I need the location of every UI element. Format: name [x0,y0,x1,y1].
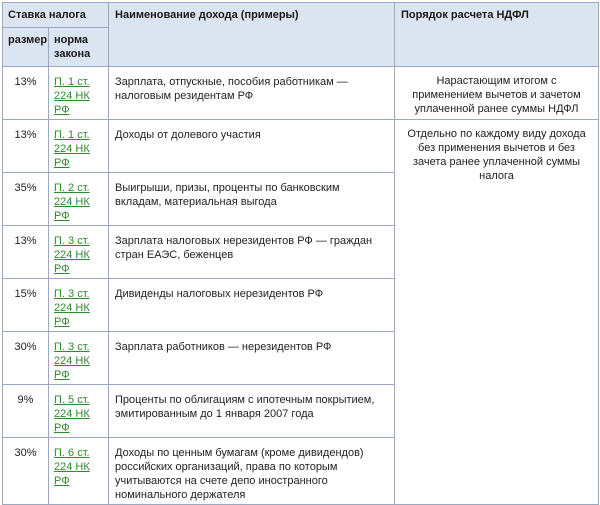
rate-size: 35% [3,173,49,226]
law-norm-link[interactable]: П. 3 ст. 224 НК РФ [54,341,90,381]
calc-order-cumulative-text: Нарастающим итогом с применением вычетов и зачетом уплаченной ранее суммы НДФЛ [412,75,581,115]
law-norm-link[interactable]: П. 6 ст. 224 НК РФ [54,447,90,487]
law-norm-cell [49,120,109,173]
calc-order-separate-text: Отдельно по каждому виду дохода без применения вычетов и без зачета ранее уплаченной суммы налога [407,128,586,182]
income-name: Выигрыши, призы, проценты по банковским вкладам, материальная выгода [109,173,395,226]
income-name: Дивиденды налоговых нерезидентов РФ [109,279,395,332]
law-norm-link[interactable]: П. 1 ст. 224 НК РФ [54,129,90,169]
rate-size: 30% [3,332,49,385]
law-norm-cell [49,67,109,120]
header-row-top [3,3,599,28]
law-norm-cell [49,279,109,332]
law-norm-cell [49,438,109,505]
income-name: Проценты по облигациям с ипотечным покрытием, эмитированным до 1 января 2007 года [109,385,395,438]
header-rate: Ставка налога [3,3,109,28]
law-norm-link[interactable]: П. 1 ст. 224 НК РФ [54,76,90,116]
law-norm-cell [49,332,109,385]
law-norm-link[interactable]: П. 3 ст. 224 НК РФ [54,288,90,328]
ndfl-rates-table [2,2,599,505]
calc-order-separate [395,120,599,505]
income-name: Зарплата работников — нерезидентов РФ [109,332,395,385]
income-name: Доходы по ценным бумагам (кроме дивидендов) российских организаций, права по которым учитываются на счете депо иностранного номинального держателя [109,438,395,505]
rate-size: 13% [3,67,49,120]
income-name: Доходы от долевого участия [109,120,395,173]
header-size: размер [3,28,49,67]
table-row [3,120,599,173]
law-norm-cell [49,226,109,279]
law-norm-cell [49,385,109,438]
income-name: Зарплата налоговых нерезидентов РФ — граждан стран ЕАЭС, беженцев [109,226,395,279]
header-norm: норма закона [49,28,109,67]
rate-size: 30% [3,438,49,505]
law-norm-link[interactable]: П. 2 ст. 224 НК РФ [54,182,90,222]
income-name: Зарплата, отпускные, пособия работникам — налоговым резидентам РФ [109,67,395,120]
calc-order-cumulative [395,67,599,120]
rate-size: 9% [3,385,49,438]
rate-size: 13% [3,120,49,173]
law-norm-link[interactable]: П. 5 ст. 224 НК РФ [54,394,90,434]
rate-size: 13% [3,226,49,279]
header-income-name: Наименование дохода (примеры) [109,3,395,67]
law-norm-cell [49,173,109,226]
table-row [3,67,599,120]
header-calc-order: Порядок расчета НДФЛ [395,3,599,67]
law-norm-link[interactable]: П. 3 ст. 224 НК РФ [54,235,90,275]
rate-size: 15% [3,279,49,332]
